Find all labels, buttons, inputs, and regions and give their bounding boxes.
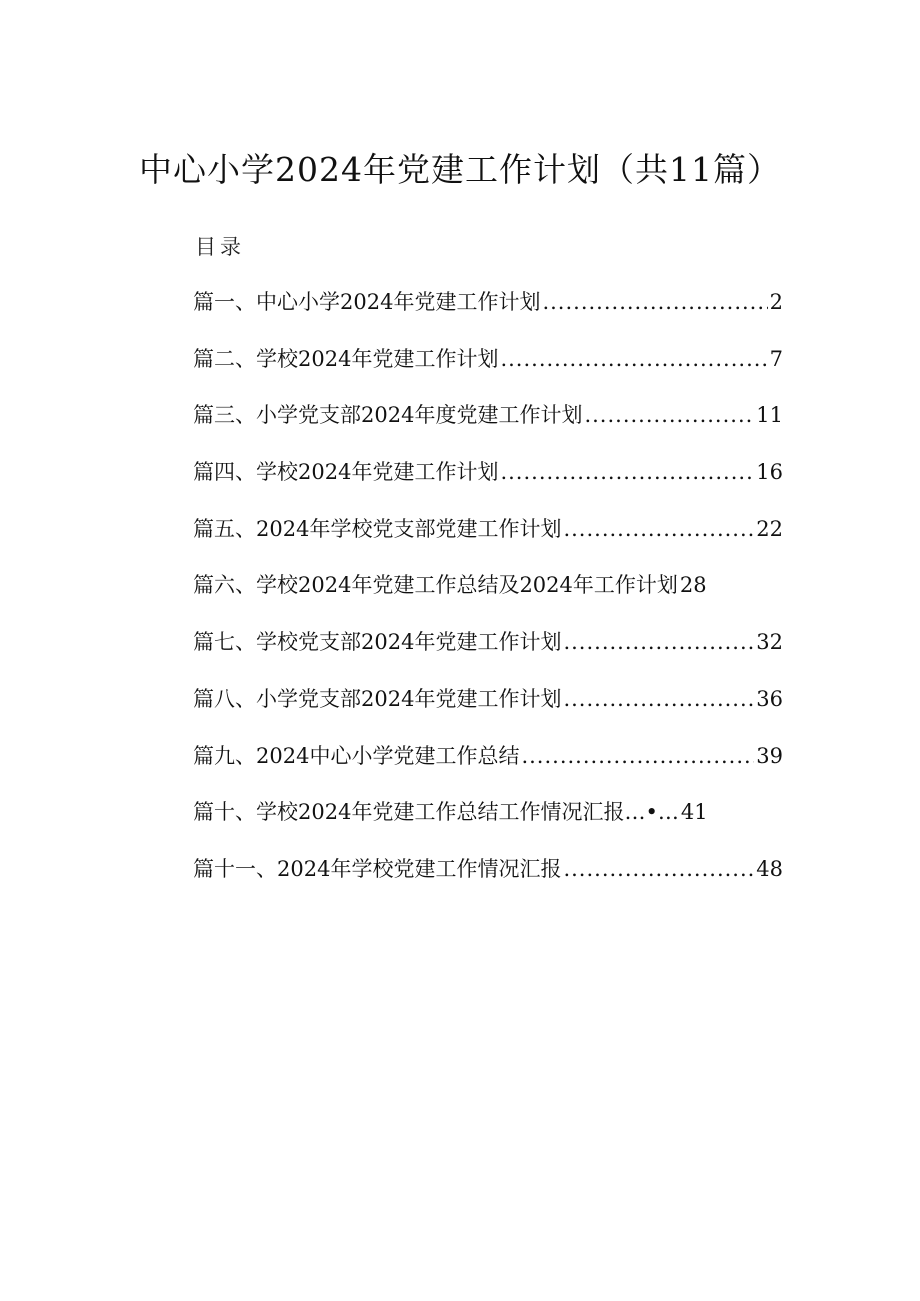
toc-entry[interactable] [193,455,783,512]
document-title: 中心小学2024年党建工作计划（共11篇） [139,150,781,189]
toc-entry-title: 篇七、学校党支部2024年党建工作计划 [193,630,562,655]
toc-entry-title: 篇十一、2024年学校党建工作情况汇报 [193,856,562,881]
toc-entry-page: 22 [756,516,783,541]
toc-entry[interactable] [193,512,783,569]
toc-leader-dots [563,512,754,546]
toc-entry[interactable] [193,342,783,399]
toc-leader-dots [563,682,754,716]
toc-entry-page: 36 [756,686,783,711]
toc-entry[interactable] [193,852,783,909]
toc-entry-page: 28 [679,573,707,598]
toc-entry[interactable] [193,568,783,625]
toc-entry-title: 篇一、中心小学2024年党建工作计划 [193,290,541,314]
toc-entry[interactable] [193,682,783,739]
toc-entry-title: 篇三、小学党支部2024年度党建工作计划 [193,403,583,428]
toc-entry-title: 篇二、学校2024年党建工作计划 [193,346,499,371]
toc-entry[interactable] [193,285,783,342]
toc-entry-title: 篇八、小学党支部2024年党建工作计划 [193,686,562,711]
toc-entry[interactable] [193,398,783,455]
toc-entry-page: 41 [680,800,708,825]
toc-entry-page: 11 [756,403,783,428]
toc-entry-page: 2 [769,290,783,314]
toc-leader-dots [521,739,754,773]
toc-leader-dots [500,342,767,376]
toc-entry-title: 篇十、学校2024年党建工作总结工作情况汇报…•… [193,800,679,825]
toc-entry-page: 48 [756,856,783,881]
toc-leader-dots [584,398,754,432]
toc-leader-dots [542,285,767,319]
toc-entry[interactable] [193,795,783,852]
toc-entry[interactable] [193,625,783,682]
toc-entry-page: 16 [756,460,783,485]
table-of-contents [193,285,783,909]
toc-entry-page: 39 [756,743,783,768]
toc-entry[interactable] [193,739,783,796]
toc-leader-dots [500,455,754,489]
toc-entry-title: 篇五、2024年学校党支部党建工作计划 [193,516,562,541]
toc-leader-dots [563,852,754,886]
toc-leader-dots [563,625,754,659]
toc-entry-title: 篇六、学校2024年党建工作总结及2024年工作计划 [193,573,678,598]
toc-entry-title: 篇九、2024中心小学党建工作总结 [193,743,520,768]
toc-heading: 目录 [195,235,245,259]
toc-entry-page: 7 [769,346,783,371]
toc-entry-title: 篇四、学校2024年党建工作计划 [193,460,499,485]
toc-entry-page: 32 [756,630,783,655]
